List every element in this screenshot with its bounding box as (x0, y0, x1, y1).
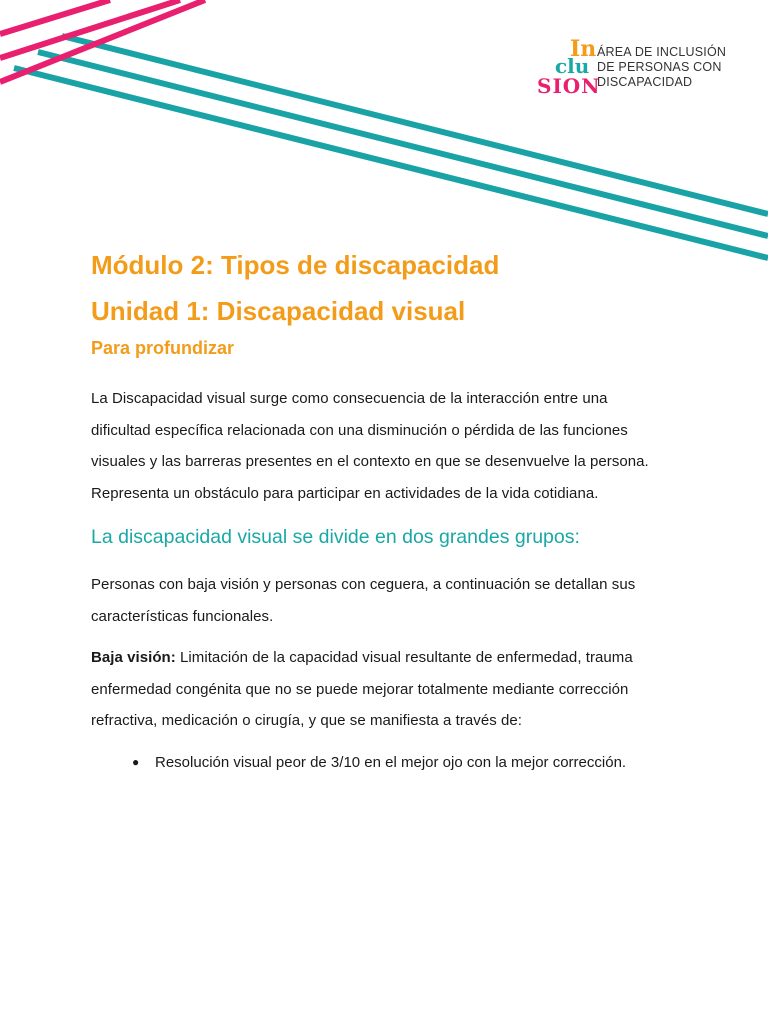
list-item (91, 747, 661, 779)
section-label: Para profundizar (91, 338, 235, 358)
logo-mark-clu: clu (555, 54, 590, 78)
baja-vision-term: Baja visión: (91, 649, 176, 666)
module-title: Módulo 2: Tipos de discapacidad (91, 250, 500, 280)
unit-title: Unidad 1: Discapacidad visual (91, 296, 466, 326)
baja-vision-definition: Limitación de la capacidad visual resultante de enfermedad, trauma enfermedad congénita que no se puede mejorar totalmente mediante corrección refractiva, medicación o cirugía, y que se manifiesta a través de: (91, 649, 633, 729)
characteristics-list (91, 747, 661, 779)
logo-text (597, 45, 737, 90)
groups-heading: La discapacidad visual se divide en dos grandes grupos: (91, 526, 580, 548)
intro-paragraph: La Discapacidad visual surge como consecuencia de la interacción entre una dificultad específica relacionada con una disminución o pérdida de las funciones visuales y las barreras presentes en el contexto en que se desenvuelve la persona. Representa un obstáculo para participar en actividades de la vida cotidiana. (91, 390, 649, 502)
logo-mark-sion: SION (537, 74, 601, 98)
logo-text-line: DISCAPACIDAD (597, 75, 693, 89)
baja-vision-paragraph (91, 642, 661, 737)
bullet-icon: ● (132, 754, 140, 769)
groups-paragraph: Personas con baja visión y personas con ceguera, a continuación se detallan sus características funcionales. (91, 576, 636, 625)
logo-text-line: ÁREA DE INCLUSIÓN (597, 45, 727, 59)
logo-mark-in: In (570, 36, 597, 62)
document-body (91, 248, 661, 778)
list-item-text: Resolución visual peor de 3/10 en el mejor ojo con la mejor corrección. (155, 753, 627, 771)
logo-text-line: DE PERSONAS CON (597, 60, 722, 74)
logo-mark (535, 36, 601, 100)
inclusion-logo (535, 38, 735, 100)
